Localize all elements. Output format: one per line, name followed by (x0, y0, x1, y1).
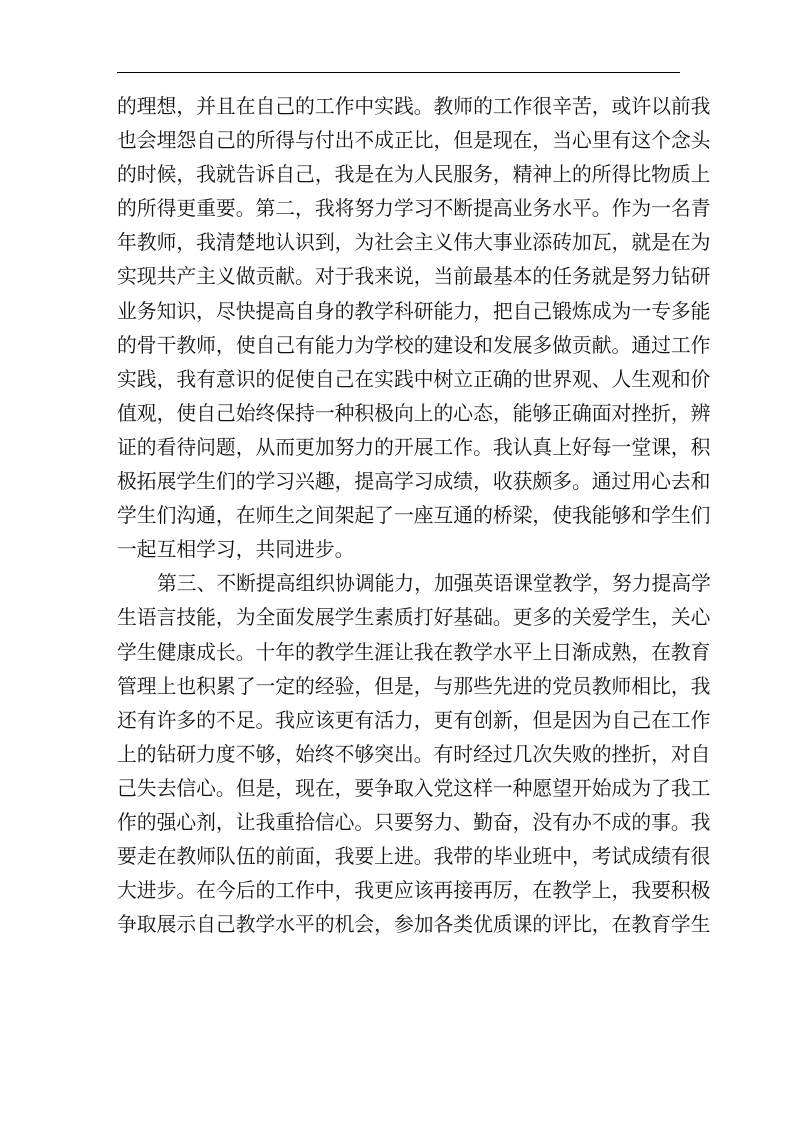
text-line: 作的强心剂，让我重拾信心。只要努力、勤奋，没有办不成的事。我 (117, 810, 711, 834)
text-line: 生语言技能，为全面发展学生素质打好基础。更多的关爱学生，关心 (117, 606, 711, 630)
text-line: 的理想，并且在自己的工作中实践。教师的工作很辛苦，或许以前我 (117, 95, 711, 118)
text-line: 一起互相学习，共同进步。 (117, 538, 355, 562)
text-line: 争取展示自己教学水平的机会，参加各类优质课的评比，在教育学生 (117, 913, 711, 937)
header-rule (117, 72, 680, 73)
paragraph-1 (117, 90, 711, 567)
document-body (117, 90, 711, 942)
text-line: 学生们沟通，在师生之间架起了一座互通的桥梁，使我能够和学生们 (117, 504, 711, 528)
text-line: 要走在教师队伍的前面，我要上进。我带的毕业班中，考试成绩有很 (117, 845, 711, 869)
text-line: 学生健康成长。十年的教学生涯让我在教学水平上日渐成熟，在教育 (117, 640, 711, 664)
text-line: 大进步。在今后的工作中，我更应该再接再厉，在教学上，我要积极 (117, 879, 711, 903)
text-line: 值观，使自己始终保持一种积极向上的心态，能够正确面对挫折，辨 (117, 401, 711, 425)
text-line: 年教师，我清楚地认识到，为社会主义伟大事业添砖加瓦，就是在为 (117, 231, 711, 255)
text-line: 还有许多的不足。我应该更有活力，更有创新，但是因为自己在工作 (117, 708, 711, 732)
text-line: 管理上也积累了一定的经验，但是，与那些先进的党员教师相比，我 (117, 674, 711, 698)
text-line: 的骨干教师，使自己有能力为学校的建设和发展多做贡献。通过工作 (117, 333, 711, 357)
text-line: 上的钻研力度不够，始终不够突出。有时经过几次失败的挫折，对自 (117, 742, 711, 766)
text-line: 极拓展学生们的学习兴趣，提高学习成绩，收获颇多。通过用心去和 (117, 470, 711, 494)
text-line: 的时候，我就告诉自己，我是在为人民服务，精神上的所得比物质上 (117, 163, 711, 187)
text-line: 实践，我有意识的促使自己在实践中树立正确的世界观、人生观和价 (117, 367, 711, 391)
text-line: 己失去信心。但是，现在，要争取入党这样一种愿望开始成为了我工 (117, 776, 711, 800)
text-line: 实现共产主义做贡献。对于我来说，当前最基本的任务就是努力钻研 (117, 265, 711, 289)
text-line: 的所得更重要。第二，我将努力学习不断提高业务水平。作为一名青 (117, 197, 711, 221)
text-line: 证的看待问题，从而更加努力的开展工作。我认真上好每一堂课，积 (117, 435, 711, 459)
text-line: 业务知识，尽快提高自身的教学科研能力，把自己锻炼成为一专多能 (117, 299, 711, 323)
text-line: 也会埋怨自己的所得与付出不成正比，但是现在，当心里有这个念头 (117, 129, 711, 153)
paragraph-2 (117, 567, 711, 942)
text-line: 第三、不断提高组织协调能力，加强英语课堂教学，努力提高学 (157, 572, 711, 596)
